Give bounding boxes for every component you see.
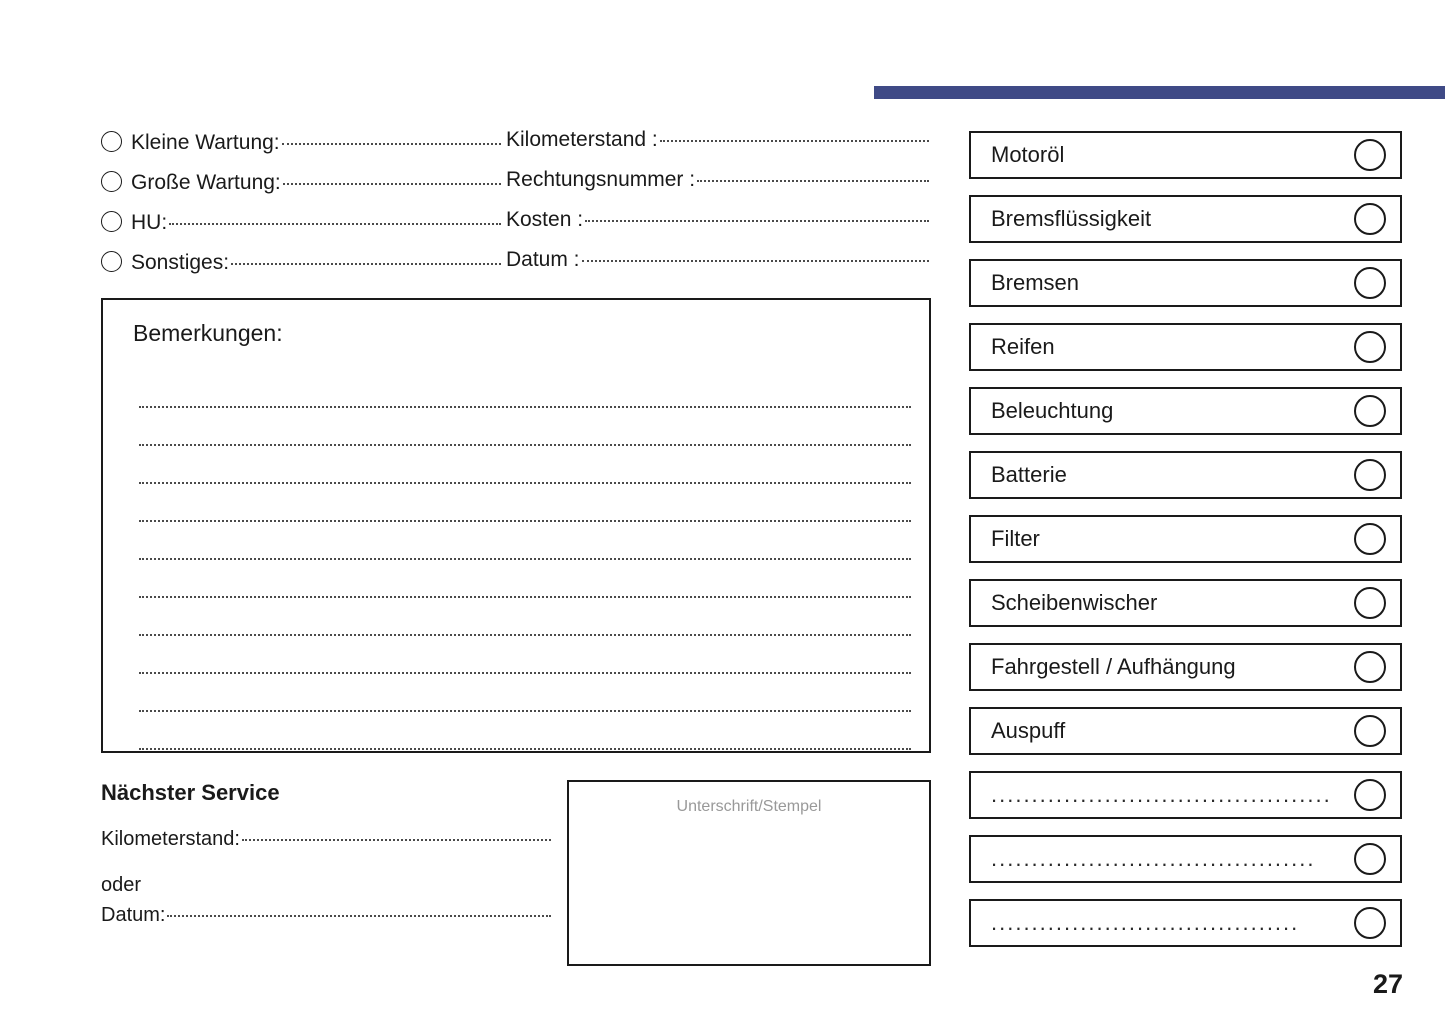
remarks-line[interactable] — [139, 636, 911, 674]
service-type-label: Große Wartung: — [131, 171, 281, 194]
radio-icon[interactable] — [101, 251, 122, 272]
checklist-item-blank-3[interactable] — [969, 899, 1402, 947]
next-service-mileage[interactable] — [101, 828, 551, 866]
checkbox-circle-icon[interactable] — [1354, 203, 1386, 235]
service-type-group — [101, 128, 501, 288]
remarks-line[interactable] — [139, 446, 911, 484]
next-service-title: Nächster Service — [101, 780, 280, 805]
checkbox-circle-icon[interactable] — [1354, 267, 1386, 299]
next-service-date-label: Datum: — [101, 904, 166, 926]
checklist-item-label: Scheibenwischer — [991, 590, 1158, 615]
inspection-checklist — [969, 131, 1402, 963]
service-type-option-hu[interactable] — [101, 208, 501, 248]
remarks-line[interactable] — [139, 712, 911, 750]
checklist-item-beleuchtung[interactable] — [969, 387, 1402, 435]
next-service-mileage-label: Kilometerstand: — [101, 828, 240, 850]
radio-icon[interactable] — [101, 211, 122, 232]
write-in-line[interactable] — [697, 180, 929, 182]
checklist-item-motoroel[interactable] — [969, 131, 1402, 179]
service-type-label: Kleine Wartung: — [131, 131, 280, 154]
checkbox-circle-icon[interactable] — [1354, 331, 1386, 363]
write-in-line[interactable] — [167, 915, 551, 917]
signature-stamp-caption: Unterschrift/Stempel — [676, 798, 822, 815]
checkbox-circle-icon[interactable] — [1354, 779, 1386, 811]
service-type-option-kleine-wartung[interactable] — [101, 128, 501, 168]
field-rechnungsnummer[interactable] — [506, 168, 929, 208]
next-service-or-label: oder — [101, 874, 142, 896]
write-in-line[interactable] — [169, 223, 501, 225]
remarks-title: Bemerkungen: — [133, 320, 283, 346]
checkbox-circle-icon[interactable] — [1354, 459, 1386, 491]
write-in-line[interactable] — [283, 183, 501, 185]
write-in-line[interactable] — [282, 143, 501, 145]
checklist-item-label: ........................................ — [991, 846, 1316, 871]
checkbox-circle-icon[interactable] — [1354, 715, 1386, 747]
remarks-box[interactable] — [101, 298, 931, 753]
field-label: Kilometerstand : — [506, 128, 658, 151]
service-type-label: Sonstiges: — [131, 251, 230, 274]
remarks-line[interactable] — [139, 674, 911, 712]
remarks-line[interactable] — [139, 598, 911, 636]
checklist-item-label: Beleuchtung — [991, 398, 1114, 423]
remarks-lines[interactable] — [139, 370, 911, 750]
checklist-item-blank-1[interactable] — [969, 771, 1402, 819]
checklist-item-fahrgestell-aufhaengung[interactable] — [969, 643, 1402, 691]
checkbox-circle-icon[interactable] — [1354, 651, 1386, 683]
checkbox-circle-icon[interactable] — [1354, 523, 1386, 555]
checklist-item-label: Fahrgestell / Aufhängung — [991, 654, 1236, 679]
checklist-item-batterie[interactable] — [969, 451, 1402, 499]
field-label: Datum : — [506, 248, 580, 271]
page-number: 27 — [1372, 969, 1403, 999]
service-details-group — [506, 128, 929, 288]
checklist-item-filter[interactable] — [969, 515, 1402, 563]
write-in-line[interactable] — [582, 260, 929, 262]
next-service-date[interactable] — [101, 904, 551, 942]
field-kilometerstand[interactable] — [506, 128, 929, 168]
checklist-item-reifen[interactable] — [969, 323, 1402, 371]
checklist-item-label: Filter — [991, 526, 1040, 551]
checklist-item-auspuff[interactable] — [969, 707, 1402, 755]
service-type-option-sonstiges[interactable] — [101, 248, 501, 288]
service-type-label: HU: — [131, 211, 168, 234]
remarks-line[interactable] — [139, 560, 911, 598]
service-type-option-grosse-wartung[interactable] — [101, 168, 501, 208]
remarks-line[interactable] — [139, 522, 911, 560]
radio-icon[interactable] — [101, 171, 122, 192]
field-label: Rechtungsnummer : — [506, 168, 696, 191]
checklist-item-bremsen[interactable] — [969, 259, 1402, 307]
checkbox-circle-icon[interactable] — [1354, 139, 1386, 171]
next-service-section — [101, 780, 551, 942]
checklist-item-label: Bremsen — [991, 270, 1080, 295]
write-in-line[interactable] — [660, 140, 929, 142]
checklist-item-label: Batterie — [991, 462, 1067, 487]
field-datum[interactable] — [506, 248, 929, 288]
remarks-line[interactable] — [139, 484, 911, 522]
checkbox-circle-icon[interactable] — [1354, 587, 1386, 619]
checklist-item-label: .......................................... — [991, 782, 1332, 807]
checklist-item-label: Reifen — [991, 334, 1055, 359]
write-in-line[interactable] — [242, 839, 551, 841]
checkbox-circle-icon[interactable] — [1354, 907, 1386, 939]
checklist-item-blank-2[interactable] — [969, 835, 1402, 883]
checklist-item-label: Motoröl — [991, 142, 1065, 167]
checklist-item-label: Auspuff — [991, 718, 1066, 743]
header-accent-bar — [874, 86, 1445, 99]
signature-stamp-box[interactable] — [567, 780, 931, 966]
checklist-item-bremsfluessigkeit[interactable] — [969, 195, 1402, 243]
write-in-line[interactable] — [231, 263, 501, 265]
checklist-item-scheibenwischer[interactable] — [969, 579, 1402, 627]
write-in-line[interactable] — [585, 220, 929, 222]
checklist-item-label: Bremsflüssigkeit — [991, 206, 1152, 231]
remarks-line[interactable] — [139, 370, 911, 408]
field-kosten[interactable] — [506, 208, 929, 248]
radio-icon[interactable] — [101, 131, 122, 152]
field-label: Kosten : — [506, 208, 584, 231]
checkbox-circle-icon[interactable] — [1354, 843, 1386, 875]
remarks-line[interactable] — [139, 408, 911, 446]
checkbox-circle-icon[interactable] — [1354, 395, 1386, 427]
checklist-item-label: ...................................... — [991, 910, 1300, 935]
